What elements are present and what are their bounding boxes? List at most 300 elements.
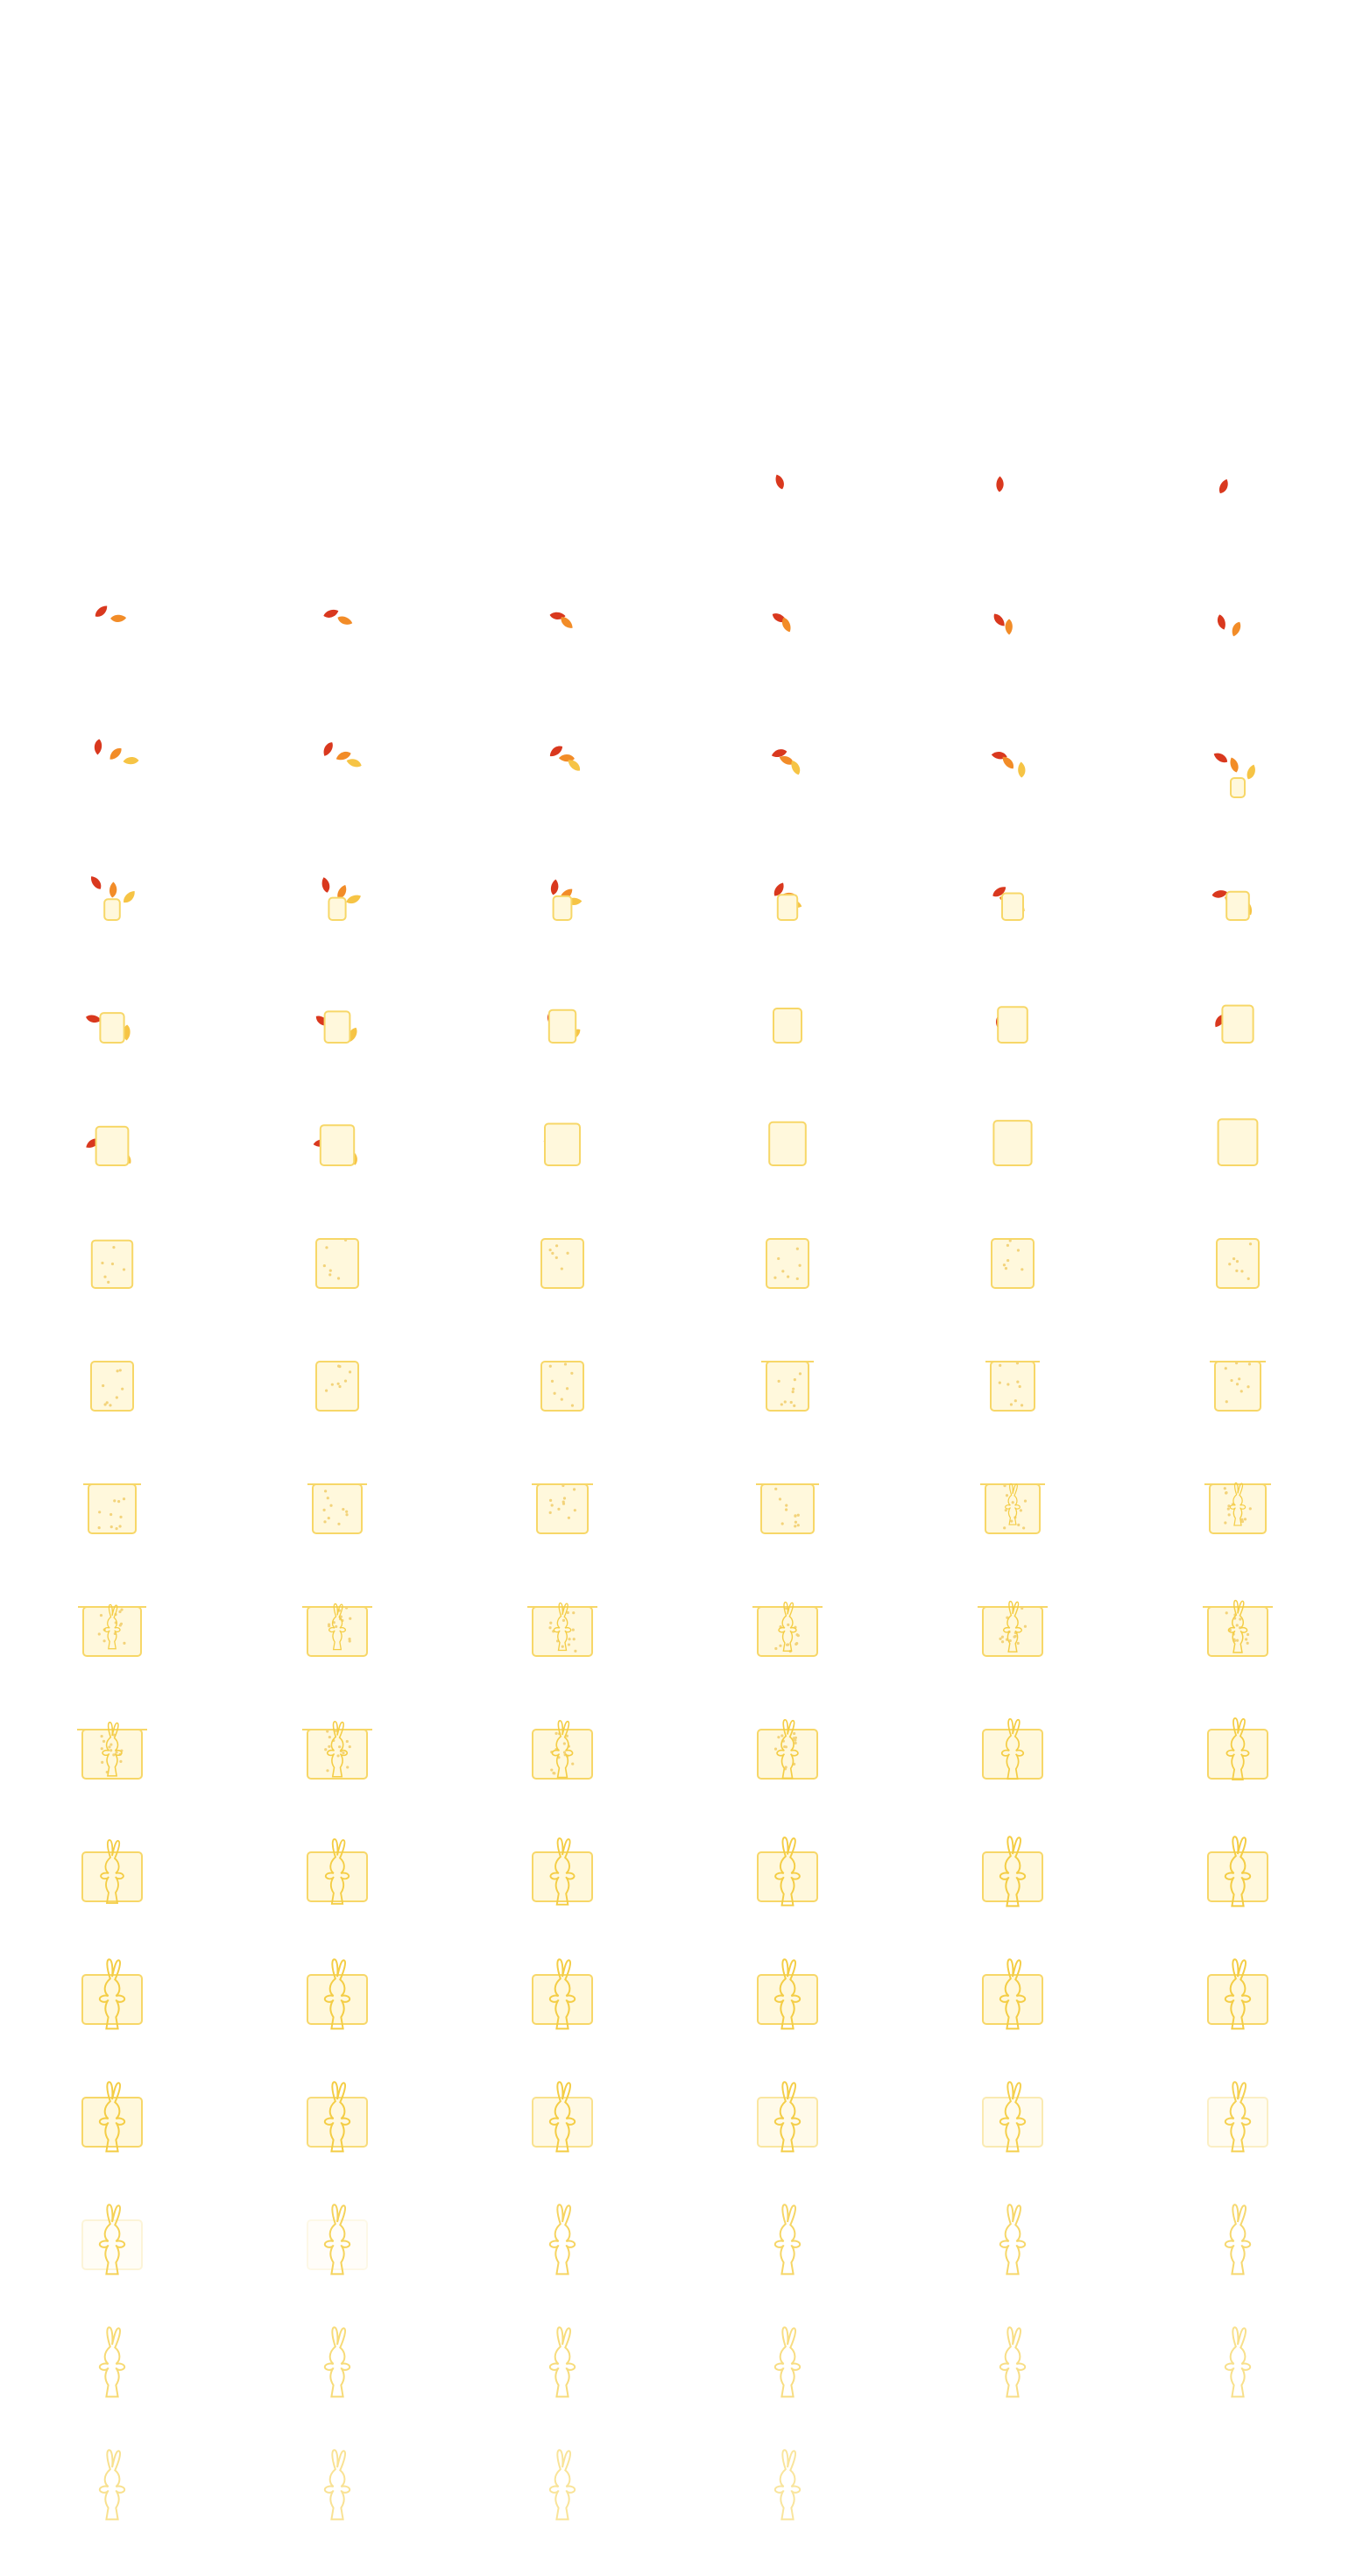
sprite-frame bbox=[709, 1450, 866, 1564]
bubble-icon bbox=[101, 1262, 103, 1264]
glass-icon bbox=[773, 1008, 802, 1043]
bubble-icon bbox=[326, 1730, 328, 1732]
sprite-frame bbox=[484, 837, 641, 951]
sprite-frame bbox=[709, 1082, 866, 1196]
sprite-frame bbox=[934, 1082, 1091, 1196]
sprite-frame bbox=[709, 591, 866, 705]
bubble-icon bbox=[1236, 1260, 1239, 1263]
leaf-icon bbox=[1006, 619, 1013, 635]
bubble-icon bbox=[780, 1403, 783, 1405]
bubble-icon bbox=[777, 1257, 780, 1260]
bubble-icon bbox=[346, 1740, 349, 1743]
bubble-icon bbox=[102, 1384, 104, 1387]
glass-icon bbox=[1208, 1730, 1268, 1779]
bubble-icon bbox=[103, 1276, 106, 1278]
leaf-icon bbox=[1230, 620, 1243, 638]
bubble-icon bbox=[573, 1488, 576, 1490]
glass-icon bbox=[82, 1852, 142, 1901]
bubble-icon bbox=[335, 1625, 337, 1628]
glass-icon bbox=[769, 1122, 806, 1165]
bubble-icon bbox=[797, 1524, 800, 1526]
sprite-frame bbox=[709, 2309, 866, 2423]
glass-icon bbox=[549, 1010, 576, 1043]
bubble-icon bbox=[337, 1523, 340, 1525]
bubble-icon bbox=[345, 1511, 348, 1513]
bubble-icon bbox=[551, 1380, 554, 1383]
bubble-icon bbox=[785, 1745, 787, 1748]
bubble-icon bbox=[554, 1732, 557, 1735]
sprite-frame bbox=[258, 1695, 416, 1809]
bubble-icon bbox=[116, 1369, 118, 1372]
sprite-frame bbox=[484, 2063, 641, 2177]
sprite-frame bbox=[1159, 1327, 1317, 1441]
leaf-icon bbox=[992, 612, 1007, 628]
bubble-icon bbox=[108, 1745, 110, 1748]
sprite-frame bbox=[484, 1205, 641, 1319]
bubble-icon bbox=[1245, 1638, 1247, 1640]
glass-icon bbox=[758, 1852, 817, 1901]
bubble-icon bbox=[328, 1273, 331, 1276]
bubble-icon bbox=[563, 1742, 566, 1744]
bubble-icon bbox=[1001, 1636, 1004, 1638]
bubble-icon bbox=[326, 1769, 328, 1772]
leaf-icon bbox=[321, 740, 335, 758]
bubble-icon bbox=[555, 1244, 558, 1247]
bubble-icon bbox=[107, 1281, 109, 1284]
bubble-icon bbox=[1236, 1383, 1239, 1385]
sprite-frame bbox=[484, 2431, 641, 2545]
sprite-frame bbox=[33, 837, 191, 951]
glass-icon bbox=[328, 898, 345, 920]
glass-icon bbox=[1208, 1852, 1268, 1901]
sprite-frame bbox=[934, 959, 1091, 1073]
bubble-icon bbox=[1017, 1642, 1020, 1645]
sprite-frame bbox=[258, 469, 416, 583]
sprite-frame bbox=[484, 1082, 641, 1196]
bunny-icon bbox=[1225, 2204, 1250, 2274]
sprite-frame bbox=[258, 714, 416, 828]
bubble-icon bbox=[116, 1396, 118, 1398]
bubble-icon bbox=[554, 1392, 556, 1395]
bubble-icon bbox=[796, 1277, 799, 1280]
sprite-frame bbox=[484, 2309, 641, 2423]
glass-icon bbox=[983, 1730, 1042, 1779]
bubble-icon bbox=[1021, 1404, 1023, 1406]
bunny-icon bbox=[775, 2450, 800, 2519]
glass-icon bbox=[316, 1239, 358, 1288]
bubble-icon bbox=[1240, 1390, 1243, 1392]
glass-icon bbox=[554, 896, 572, 920]
glass-icon bbox=[1210, 1362, 1266, 1411]
bubble-icon bbox=[1236, 1624, 1239, 1626]
bubble-icon bbox=[1230, 1379, 1232, 1382]
bubble-icon bbox=[566, 1252, 569, 1255]
sprite-frame bbox=[258, 591, 416, 705]
sprite-frame bbox=[934, 1941, 1091, 2055]
bubble-icon bbox=[574, 1509, 576, 1511]
bubble-icon bbox=[561, 1398, 563, 1401]
sprite-frame bbox=[484, 1695, 641, 1809]
glass-icon bbox=[82, 1975, 142, 2024]
bubble-icon bbox=[1006, 1259, 1009, 1262]
bubble-icon bbox=[112, 1246, 115, 1249]
bubble-icon bbox=[555, 1256, 558, 1259]
glass-icon bbox=[758, 1730, 817, 1779]
bubble-icon bbox=[572, 1629, 575, 1631]
sprite-frame bbox=[484, 959, 641, 1073]
sprite-frame bbox=[1159, 591, 1317, 705]
bubble-icon bbox=[1001, 1640, 1004, 1643]
bubble-icon bbox=[1228, 1263, 1231, 1265]
bubble-icon bbox=[572, 1611, 575, 1614]
sprite-frame bbox=[33, 1205, 191, 1319]
sprite-frame bbox=[709, 837, 866, 951]
sprite-frame bbox=[709, 959, 866, 1073]
bubble-icon bbox=[119, 1516, 122, 1518]
leaf-icon bbox=[88, 874, 103, 891]
bubble-icon bbox=[349, 1745, 351, 1748]
bubble-icon bbox=[566, 1387, 569, 1390]
bubble-icon bbox=[324, 1490, 327, 1492]
bubble-icon bbox=[561, 1484, 564, 1487]
sprite-frame bbox=[709, 1941, 866, 2055]
bubble-icon bbox=[794, 1525, 796, 1527]
bubble-icon bbox=[323, 1520, 326, 1523]
bubble-icon bbox=[98, 1526, 101, 1529]
bubble-icon bbox=[549, 1365, 552, 1368]
glass-icon bbox=[1002, 894, 1023, 921]
glass-icon bbox=[96, 1127, 129, 1165]
bubble-icon bbox=[101, 1761, 103, 1764]
bubble-icon bbox=[1024, 1625, 1027, 1628]
sprite-frame bbox=[258, 1327, 416, 1441]
glass-icon bbox=[983, 2098, 1042, 2147]
leaf-icon bbox=[1018, 761, 1026, 777]
bubble-icon bbox=[1003, 1484, 1006, 1487]
bubble-icon bbox=[780, 1734, 783, 1737]
glass-icon bbox=[532, 1484, 593, 1533]
bubble-icon bbox=[324, 1748, 327, 1751]
sprite-frame bbox=[1159, 1082, 1317, 1196]
bubble-icon bbox=[551, 1252, 554, 1255]
bubble-icon bbox=[1006, 1383, 1009, 1385]
bubble-icon bbox=[549, 1622, 552, 1624]
bubble-icon bbox=[1232, 1257, 1235, 1260]
bubble-icon bbox=[118, 1525, 121, 1527]
bunny-icon bbox=[325, 2327, 350, 2396]
sprite-frame bbox=[709, 1327, 866, 1441]
glass-icon bbox=[100, 1013, 124, 1043]
sprite-frame bbox=[33, 1941, 191, 2055]
sprite-frame bbox=[33, 469, 191, 583]
bubble-icon bbox=[564, 1362, 567, 1365]
bubble-icon bbox=[999, 1364, 1001, 1367]
bubble-icon bbox=[121, 1388, 124, 1391]
leaf-icon bbox=[107, 746, 124, 761]
bubble-icon bbox=[550, 1768, 553, 1771]
bubble-icon bbox=[563, 1751, 566, 1753]
glass-icon bbox=[778, 895, 797, 920]
bubble-icon bbox=[1024, 1500, 1027, 1503]
glass-icon bbox=[1218, 1119, 1258, 1165]
sprite-frame bbox=[258, 837, 416, 951]
leaf-icon bbox=[1228, 756, 1240, 774]
bubble-icon bbox=[571, 1762, 574, 1765]
bubble-icon bbox=[1244, 1518, 1247, 1520]
glass-icon bbox=[321, 1125, 354, 1165]
bubble-icon bbox=[1225, 1400, 1228, 1403]
bubble-icon bbox=[562, 1619, 565, 1622]
leaf-icon bbox=[94, 739, 102, 755]
glass-icon bbox=[533, 1730, 592, 1779]
bubble-icon bbox=[109, 1404, 111, 1406]
bunny-icon bbox=[100, 2450, 124, 2519]
glass-icon bbox=[104, 899, 120, 920]
sprite-frame bbox=[484, 469, 641, 583]
bubble-icon bbox=[1249, 1242, 1252, 1245]
sprite-frame bbox=[934, 1450, 1091, 1564]
leaf-icon bbox=[1217, 478, 1230, 495]
leaf-icon bbox=[1245, 763, 1257, 781]
bubble-icon bbox=[336, 1754, 339, 1757]
leaf-icon bbox=[321, 876, 331, 893]
sprite-frame bbox=[258, 1573, 416, 1687]
glass-icon bbox=[761, 1362, 814, 1411]
bubble-icon bbox=[792, 1391, 795, 1393]
bubble-icon bbox=[1021, 1607, 1023, 1610]
bubble-icon bbox=[1022, 1526, 1025, 1529]
sprite-frame bbox=[33, 714, 191, 828]
leaf-icon bbox=[1212, 751, 1230, 765]
bubble-icon bbox=[1247, 1385, 1249, 1388]
glass-icon bbox=[1226, 892, 1249, 920]
glass-icon bbox=[307, 1484, 367, 1533]
sprite-frame bbox=[934, 837, 1091, 951]
sprite-frame bbox=[33, 959, 191, 1073]
glass-icon bbox=[983, 1852, 1042, 1901]
sprite-frame bbox=[934, 1205, 1091, 1319]
bubble-icon bbox=[774, 1647, 777, 1650]
glass-icon bbox=[533, 1975, 592, 2024]
bubble-icon bbox=[1003, 1263, 1006, 1266]
bubble-icon bbox=[344, 1380, 347, 1383]
leaf-icon bbox=[336, 614, 354, 626]
bubble-icon bbox=[1005, 1509, 1007, 1511]
bubble-icon bbox=[779, 1645, 781, 1647]
bubble-icon bbox=[797, 1634, 800, 1637]
bubble-icon bbox=[785, 1504, 787, 1506]
bubble-icon bbox=[794, 1378, 796, 1381]
bubble-icon bbox=[774, 1488, 777, 1490]
bubble-icon bbox=[1224, 1487, 1226, 1490]
bubble-icon bbox=[561, 1267, 563, 1270]
bubble-icon bbox=[1238, 1377, 1240, 1380]
glass-icon bbox=[541, 1362, 583, 1411]
sprite-frame bbox=[709, 1695, 866, 1809]
leaf-icon bbox=[123, 756, 139, 764]
glass-icon bbox=[316, 1362, 358, 1411]
bubble-icon bbox=[98, 1632, 101, 1635]
bubble-icon bbox=[568, 1638, 570, 1640]
bubble-icon bbox=[109, 1749, 112, 1752]
bubble-icon bbox=[117, 1500, 120, 1503]
sprite-frame bbox=[484, 1327, 641, 1441]
sprite-frame bbox=[934, 1327, 1091, 1441]
bubble-icon bbox=[338, 1385, 341, 1388]
sprite-frame bbox=[258, 1082, 416, 1196]
bunny-icon bbox=[775, 2204, 800, 2274]
bubble-icon bbox=[574, 1650, 576, 1652]
bubble-icon bbox=[322, 1509, 325, 1511]
bubble-icon bbox=[1247, 1642, 1249, 1645]
bubble-icon bbox=[570, 1372, 573, 1375]
bubble-icon bbox=[777, 1736, 780, 1738]
sprite-frame bbox=[33, 2309, 191, 2423]
sprite-frame bbox=[484, 2186, 641, 2300]
bubble-icon bbox=[345, 1606, 348, 1609]
bubble-icon bbox=[792, 1388, 795, 1391]
sprite-frame bbox=[934, 1818, 1091, 1932]
bubble-icon bbox=[1006, 1244, 1009, 1247]
sprite-frame bbox=[934, 2309, 1091, 2423]
bubble-icon bbox=[328, 1623, 330, 1625]
sprite-frame bbox=[1159, 1573, 1317, 1687]
bubble-icon bbox=[109, 1744, 112, 1746]
glass-icon bbox=[992, 1239, 1034, 1288]
bubble-icon bbox=[325, 1390, 328, 1392]
sprite-frame bbox=[484, 1941, 641, 2055]
bubble-icon bbox=[120, 1609, 123, 1611]
bubble-icon bbox=[123, 1642, 125, 1645]
bubble-icon bbox=[102, 1740, 105, 1743]
bubble-icon bbox=[794, 1514, 796, 1517]
bubble-icon bbox=[123, 1497, 125, 1500]
bubble-icon bbox=[778, 1380, 780, 1383]
sprite-frame bbox=[33, 1450, 191, 1564]
glass-icon bbox=[985, 1362, 1040, 1411]
bubble-icon bbox=[119, 1624, 122, 1626]
bubble-icon bbox=[795, 1521, 797, 1524]
sprite-frame bbox=[709, 469, 866, 583]
glass-icon bbox=[1203, 1607, 1273, 1656]
sprite-frame bbox=[1159, 2309, 1317, 2423]
bubble-icon bbox=[1014, 1399, 1017, 1402]
sprite-frame bbox=[484, 591, 641, 705]
bubble-icon bbox=[1005, 1267, 1007, 1270]
glass-icon bbox=[82, 2098, 142, 2147]
bubble-icon bbox=[562, 1503, 565, 1505]
bubble-icon bbox=[101, 1735, 103, 1737]
bubble-icon bbox=[328, 1517, 330, 1519]
glass-icon bbox=[1231, 778, 1245, 797]
bubble-icon bbox=[1016, 1362, 1019, 1364]
bubble-icon bbox=[110, 1525, 113, 1528]
bubble-icon bbox=[1010, 1519, 1013, 1522]
bubble-icon bbox=[323, 1264, 326, 1267]
bubble-icon bbox=[346, 1766, 349, 1768]
leaf-icon bbox=[345, 893, 363, 906]
sprite-frame bbox=[258, 2431, 416, 2545]
bubble-icon bbox=[1228, 1513, 1231, 1516]
bunny-icon bbox=[550, 2327, 575, 2396]
bubble-icon bbox=[337, 1383, 340, 1385]
bubble-icon bbox=[785, 1508, 787, 1511]
bubble-icon bbox=[1236, 1639, 1239, 1642]
bunny-icon bbox=[550, 2450, 575, 2519]
bubble-icon bbox=[106, 1401, 109, 1404]
sprite-frame bbox=[934, 1573, 1091, 1687]
bubble-icon bbox=[774, 1748, 777, 1751]
bubble-icon bbox=[1224, 1521, 1226, 1524]
glass-icon bbox=[758, 1975, 817, 2024]
bubble-icon bbox=[337, 1277, 340, 1279]
glass-icon bbox=[307, 1975, 367, 2024]
sprite-frame bbox=[934, 469, 1091, 583]
bubble-icon bbox=[123, 1268, 125, 1270]
bubble-icon bbox=[773, 1277, 776, 1279]
bubble-icon bbox=[787, 1276, 789, 1278]
bubble-icon bbox=[338, 1745, 341, 1748]
sprite-frame bbox=[1159, 1818, 1317, 1932]
sprite-frame bbox=[709, 2186, 866, 2300]
sprite-frame bbox=[934, 714, 1091, 828]
bunny-icon bbox=[325, 2450, 350, 2519]
leaf-icon bbox=[121, 888, 137, 905]
bubble-icon bbox=[1012, 1501, 1014, 1504]
sprite-frame bbox=[258, 2309, 416, 2423]
bubble-icon bbox=[798, 1264, 801, 1267]
bubble-icon bbox=[325, 1246, 328, 1249]
sprite-frame bbox=[1159, 1450, 1317, 1564]
sprite-frame bbox=[1159, 837, 1317, 951]
sprite-frame bbox=[1159, 2063, 1317, 2177]
bubble-icon bbox=[786, 1644, 788, 1646]
glass-icon bbox=[325, 1011, 350, 1043]
glass-icon bbox=[307, 2098, 367, 2147]
bubble-icon bbox=[568, 1643, 570, 1645]
glass-icon bbox=[758, 2098, 817, 2147]
sprite-frame bbox=[33, 1573, 191, 1687]
bubble-icon bbox=[1020, 1509, 1022, 1511]
bubble-icon bbox=[573, 1638, 576, 1640]
sprite-frame bbox=[934, 2186, 1091, 2300]
glass-icon bbox=[1208, 1975, 1268, 2024]
bubble-icon bbox=[329, 1270, 332, 1272]
bubble-icon bbox=[795, 1742, 797, 1744]
bubble-icon bbox=[1016, 1381, 1019, 1384]
glass-icon bbox=[77, 1730, 147, 1779]
bubble-icon bbox=[349, 1370, 351, 1373]
sprite-frame bbox=[33, 2186, 191, 2300]
sprite-frame bbox=[484, 1818, 641, 1932]
bubble-icon bbox=[1239, 1617, 1241, 1620]
bubble-icon bbox=[331, 1384, 334, 1386]
bubble-icon bbox=[781, 1270, 784, 1272]
leaf-icon bbox=[996, 476, 1004, 492]
bubble-icon bbox=[795, 1642, 798, 1645]
bubble-icon bbox=[1235, 1270, 1238, 1272]
sprite-frame bbox=[709, 2431, 866, 2545]
bubble-icon bbox=[1247, 1277, 1250, 1280]
sprite-frame bbox=[1159, 714, 1317, 828]
bubble-icon bbox=[119, 1760, 122, 1763]
glass-icon bbox=[545, 1124, 580, 1166]
bubble-icon bbox=[799, 1372, 802, 1375]
bunny-icon bbox=[1000, 2204, 1025, 2274]
bubble-icon bbox=[349, 1639, 351, 1642]
bubble-icon bbox=[548, 1626, 551, 1629]
glass-icon bbox=[533, 2098, 592, 2147]
